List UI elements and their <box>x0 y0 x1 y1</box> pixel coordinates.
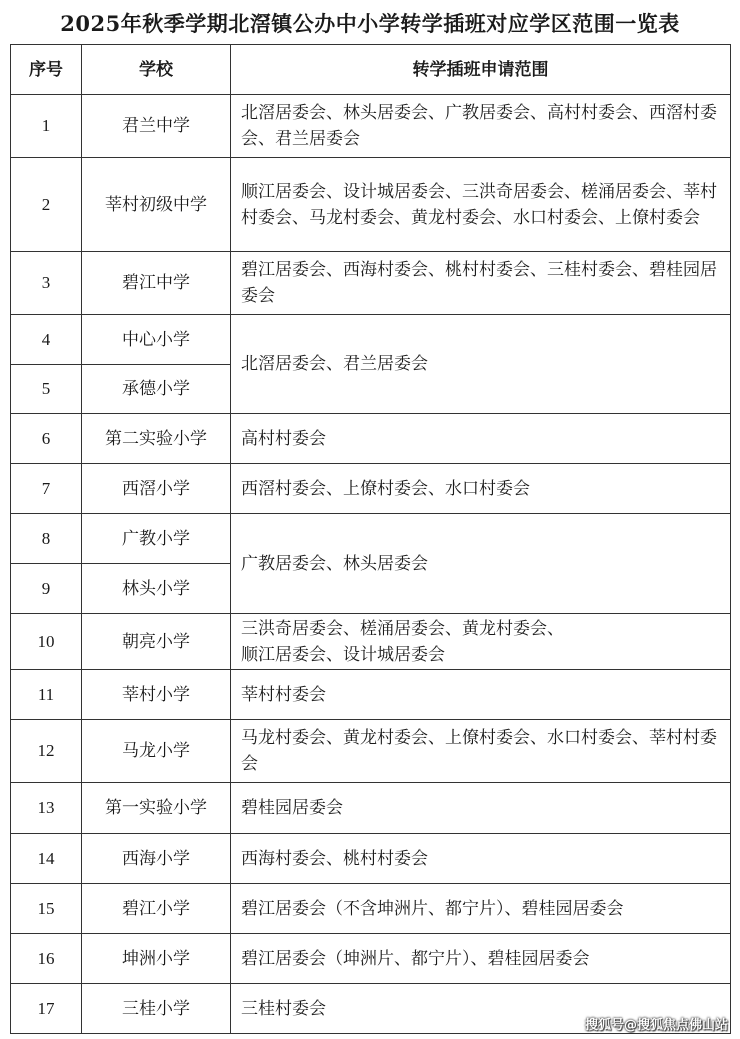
district-scope: 顺江居委会、设计城居委会、三洪奇居委会、槎涌居委会、莘村村委会、马龙村委会、黄龙村委会、水口村委会、上僚村委会 <box>231 158 731 252</box>
district-scope: 三桂村委会 <box>231 984 731 1034</box>
table-row <box>11 934 731 984</box>
row-num: 13 <box>11 783 82 834</box>
table-row <box>11 252 731 315</box>
table-row <box>11 720 731 783</box>
row-num: 1 <box>11 95 82 158</box>
header-school: 学校 <box>82 45 231 95</box>
row-num: 2 <box>11 158 82 252</box>
watermark: 搜狐号@搜狐焦点佛山站 <box>584 1018 728 1033</box>
table-row <box>11 614 731 670</box>
row-num: 9 <box>11 564 82 614</box>
school-name: 广教小学 <box>82 514 231 564</box>
table-row <box>11 670 731 720</box>
district-scope: 莘村村委会 <box>231 670 731 720</box>
row-num: 3 <box>11 252 82 315</box>
table-row <box>11 834 731 884</box>
row-num: 16 <box>11 934 82 984</box>
row-num: 6 <box>11 414 82 464</box>
district-scope: 三洪奇居委会、槎涌居委会、黄龙村委会、顺江居委会、设计城居委会 <box>231 614 731 670</box>
row-num: 10 <box>11 614 82 670</box>
school-name: 莘村初级中学 <box>82 158 231 252</box>
row-num: 17 <box>11 984 82 1034</box>
district-scope: 北滘居委会、林头居委会、广教居委会、高村村委会、西滘村委会、君兰居委会 <box>231 95 731 158</box>
district-scope: 碧江居委会（不含坤洲片、都宁片）、碧桂园居委会 <box>231 884 731 934</box>
school-name: 承德小学 <box>82 365 231 414</box>
table-row <box>11 158 731 252</box>
school-name: 第二实验小学 <box>82 414 231 464</box>
table-row <box>11 514 731 564</box>
table-row <box>11 414 731 464</box>
row-num: 11 <box>11 670 82 720</box>
table-row <box>11 783 731 834</box>
row-num: 12 <box>11 720 82 783</box>
school-name: 三桂小学 <box>82 984 231 1034</box>
school-name: 西滘小学 <box>82 464 231 514</box>
school-name: 坤洲小学 <box>82 934 231 984</box>
table-row <box>11 95 731 158</box>
district-scope: 碧江居委会（坤洲片、都宁片）、碧桂园居委会 <box>231 934 731 984</box>
district-scope: 碧江居委会、西海村委会、桃村村委会、三桂村委会、碧桂园居委会 <box>231 252 731 315</box>
school-name: 中心小学 <box>82 315 231 365</box>
table-row <box>11 884 731 934</box>
school-name: 第一实验小学 <box>82 783 231 834</box>
school-name: 莘村小学 <box>82 670 231 720</box>
row-num: 4 <box>11 315 82 365</box>
district-scope: 西滘村委会、上僚村委会、水口村委会 <box>231 464 731 514</box>
school-district-table <box>10 44 731 1034</box>
school-name: 碧江中学 <box>82 252 231 315</box>
district-scope: 碧桂园居委会 <box>231 783 731 834</box>
row-num: 8 <box>11 514 82 564</box>
row-num: 15 <box>11 884 82 934</box>
row-num: 7 <box>11 464 82 514</box>
school-name: 西海小学 <box>82 834 231 884</box>
school-name: 林头小学 <box>82 564 231 614</box>
document-title: 2025年秋季学期北滘镇公办中小学转学插班对应学区范围一览表 <box>60 11 680 36</box>
table-row <box>11 464 731 514</box>
row-num: 5 <box>11 365 82 414</box>
table-header-row <box>11 45 731 95</box>
school-name: 马龙小学 <box>82 720 231 783</box>
header-scope: 转学插班申请范围 <box>231 45 731 95</box>
district-scope: 北滘居委会、君兰居委会 <box>231 315 731 414</box>
row-num: 14 <box>11 834 82 884</box>
district-scope: 广教居委会、林头居委会 <box>231 514 731 614</box>
table-row <box>11 315 731 365</box>
school-name: 碧江小学 <box>82 884 231 934</box>
district-scope: 高村村委会 <box>231 414 731 464</box>
school-name: 朝亮小学 <box>82 614 231 670</box>
district-scope: 马龙村委会、黄龙村委会、上僚村委会、水口村委会、莘村村委会 <box>231 720 731 783</box>
header-num: 序号 <box>11 45 82 95</box>
district-scope: 西海村委会、桃村村委会 <box>231 834 731 884</box>
school-name: 君兰中学 <box>82 95 231 158</box>
